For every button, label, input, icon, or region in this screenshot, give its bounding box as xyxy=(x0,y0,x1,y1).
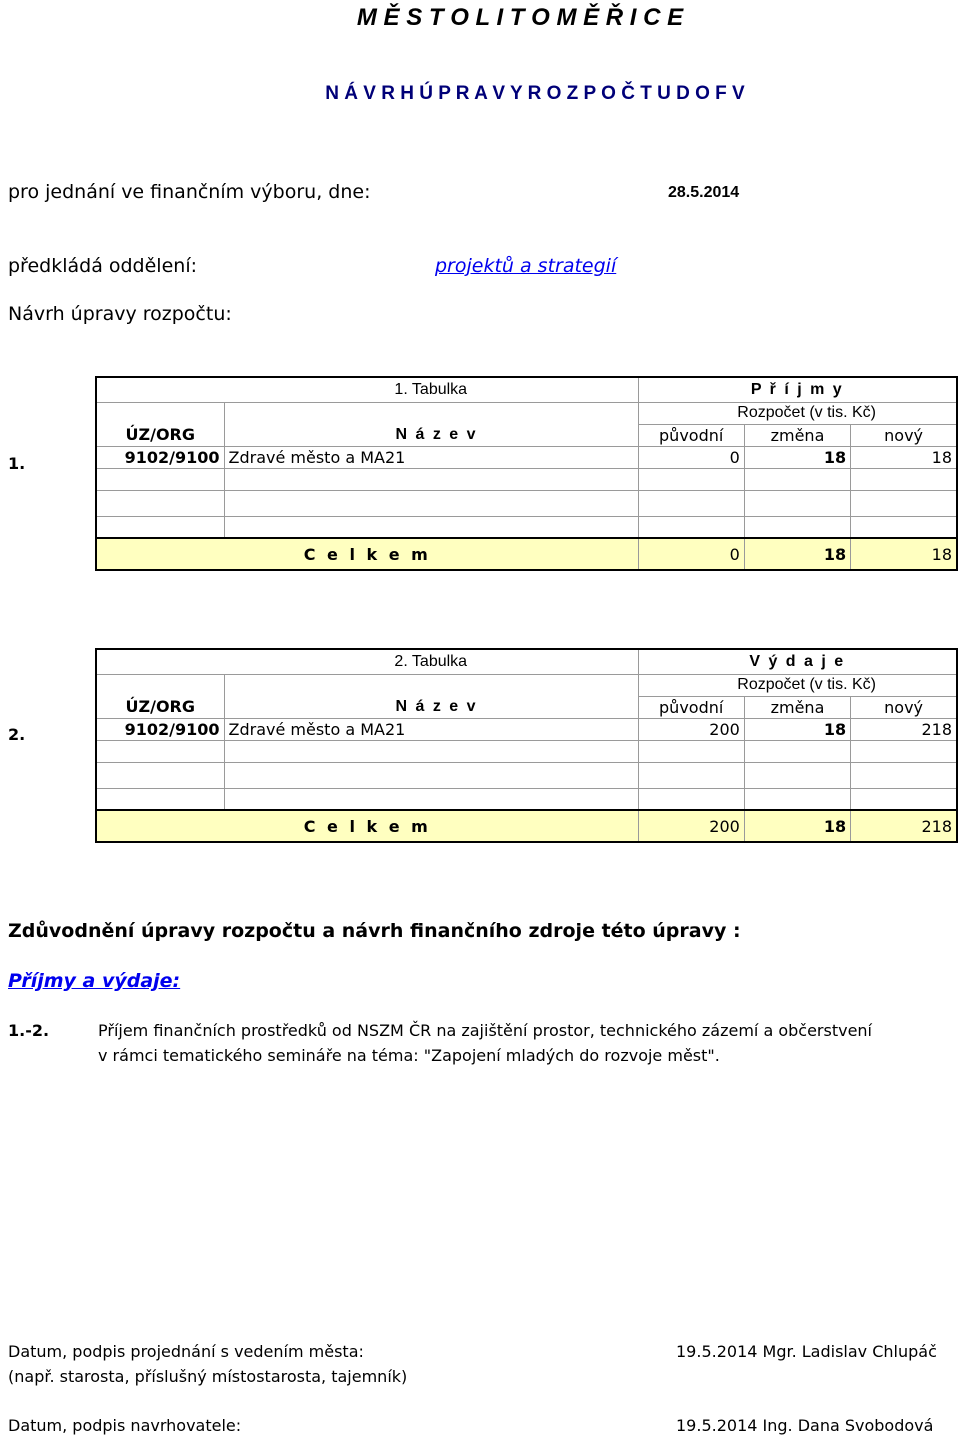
justification-title: Zdůvodnění úpravy rozpočtu a návrh finančního zdroje této úpravy : xyxy=(8,920,741,942)
total-label: C e l k e m xyxy=(96,810,638,842)
row-change: 18 xyxy=(744,446,850,468)
approval-value: 19.5.2014 Mgr. Ladislav Chlupáč xyxy=(676,1342,937,1361)
col-org-header: ÚZ/ORG xyxy=(96,696,224,718)
col-orig-header: původní xyxy=(638,424,744,446)
empty-row xyxy=(96,490,957,516)
meeting-label: pro jednání ve finančním výboru, dne: xyxy=(8,181,371,203)
city-title: M Ě S T O L I T O M Ě Ř I C E xyxy=(356,4,684,31)
justification-line-2: v rámci tematického semináře na téma: "Zapojení mladých do rozvoje měst". xyxy=(98,1046,720,1065)
budget-label: Rozpočet (v tis. Kč) xyxy=(638,402,957,424)
table-row xyxy=(96,718,957,740)
department-label: předkládá oddělení: xyxy=(8,255,197,277)
total-change: 18 xyxy=(744,538,850,570)
table-row xyxy=(96,446,957,468)
row-name: Zdravé město a MA21 xyxy=(224,446,638,468)
table1-kind: P ř í j m y xyxy=(638,377,957,402)
empty-row xyxy=(96,740,957,762)
proposer-value: 19.5.2014 Ing. Dana Svobodová xyxy=(676,1416,934,1435)
col-change-header: změna xyxy=(744,424,850,446)
approval-note: (např. starosta, příslušný místostarosta, tajemník) xyxy=(8,1367,408,1386)
row-orig: 0 xyxy=(638,446,744,468)
col-name-header: N á z e v xyxy=(224,424,638,446)
row-org: 9102/9100 xyxy=(96,446,224,468)
col-name-header: N á z e v xyxy=(224,696,638,718)
total-orig: 0 xyxy=(638,538,744,570)
table2-kind: V ý d a j e xyxy=(638,649,957,674)
total-orig: 200 xyxy=(638,810,744,842)
col-change-header: změna xyxy=(744,696,850,718)
table1-title: 1. Tabulka xyxy=(224,377,638,402)
proposal-label: Návrh úpravy rozpočtu: xyxy=(8,303,232,325)
table1-row-number: 1. xyxy=(8,454,26,473)
empty-row xyxy=(96,516,957,538)
department-link[interactable]: projektů a strategií xyxy=(435,255,617,277)
table2-total-row xyxy=(96,810,957,842)
budget-label: Rozpočet (v tis. Kč) xyxy=(638,674,957,696)
income-table xyxy=(95,376,958,571)
col-org-header: ÚZ/ORG xyxy=(96,424,224,446)
justification-line-1: Příjem finančních prostředků od NSZM ČR na zajištění prostor, technického zázemí a občerstvení xyxy=(98,1021,872,1040)
total-change: 18 xyxy=(744,810,850,842)
approval-label: Datum, podpis projednání s vedením města: xyxy=(8,1342,364,1361)
table2-title: 2. Tabulka xyxy=(224,649,638,674)
empty-row xyxy=(96,788,957,810)
empty-row xyxy=(96,762,957,788)
total-label: C e l k e m xyxy=(96,538,638,570)
row-name: Zdravé město a MA21 xyxy=(224,718,638,740)
total-new: 18 xyxy=(851,538,957,570)
col-orig-header: původní xyxy=(638,696,744,718)
proposer-label: Datum, podpis navrhovatele: xyxy=(8,1416,242,1435)
total-new: 218 xyxy=(851,810,957,842)
expense-table xyxy=(95,648,958,843)
item-number: 1.-2. xyxy=(8,1021,50,1040)
table2-row-number: 2. xyxy=(8,725,26,744)
document-subtitle: N Á V R H Ú P R A V Y R O Z P O Č T U D O F V xyxy=(325,83,745,104)
col-new-header: nový xyxy=(851,424,957,446)
empty-row xyxy=(96,468,957,490)
col-new-header: nový xyxy=(851,696,957,718)
meeting-date: 28.5.2014 xyxy=(668,184,740,201)
section-link[interactable]: Příjmy a výdaje: xyxy=(8,970,181,992)
row-org: 9102/9100 xyxy=(96,718,224,740)
row-change: 18 xyxy=(744,718,850,740)
table1-total-row xyxy=(96,538,957,570)
row-new: 218 xyxy=(851,718,957,740)
row-orig: 200 xyxy=(638,718,744,740)
row-new: 18 xyxy=(851,446,957,468)
